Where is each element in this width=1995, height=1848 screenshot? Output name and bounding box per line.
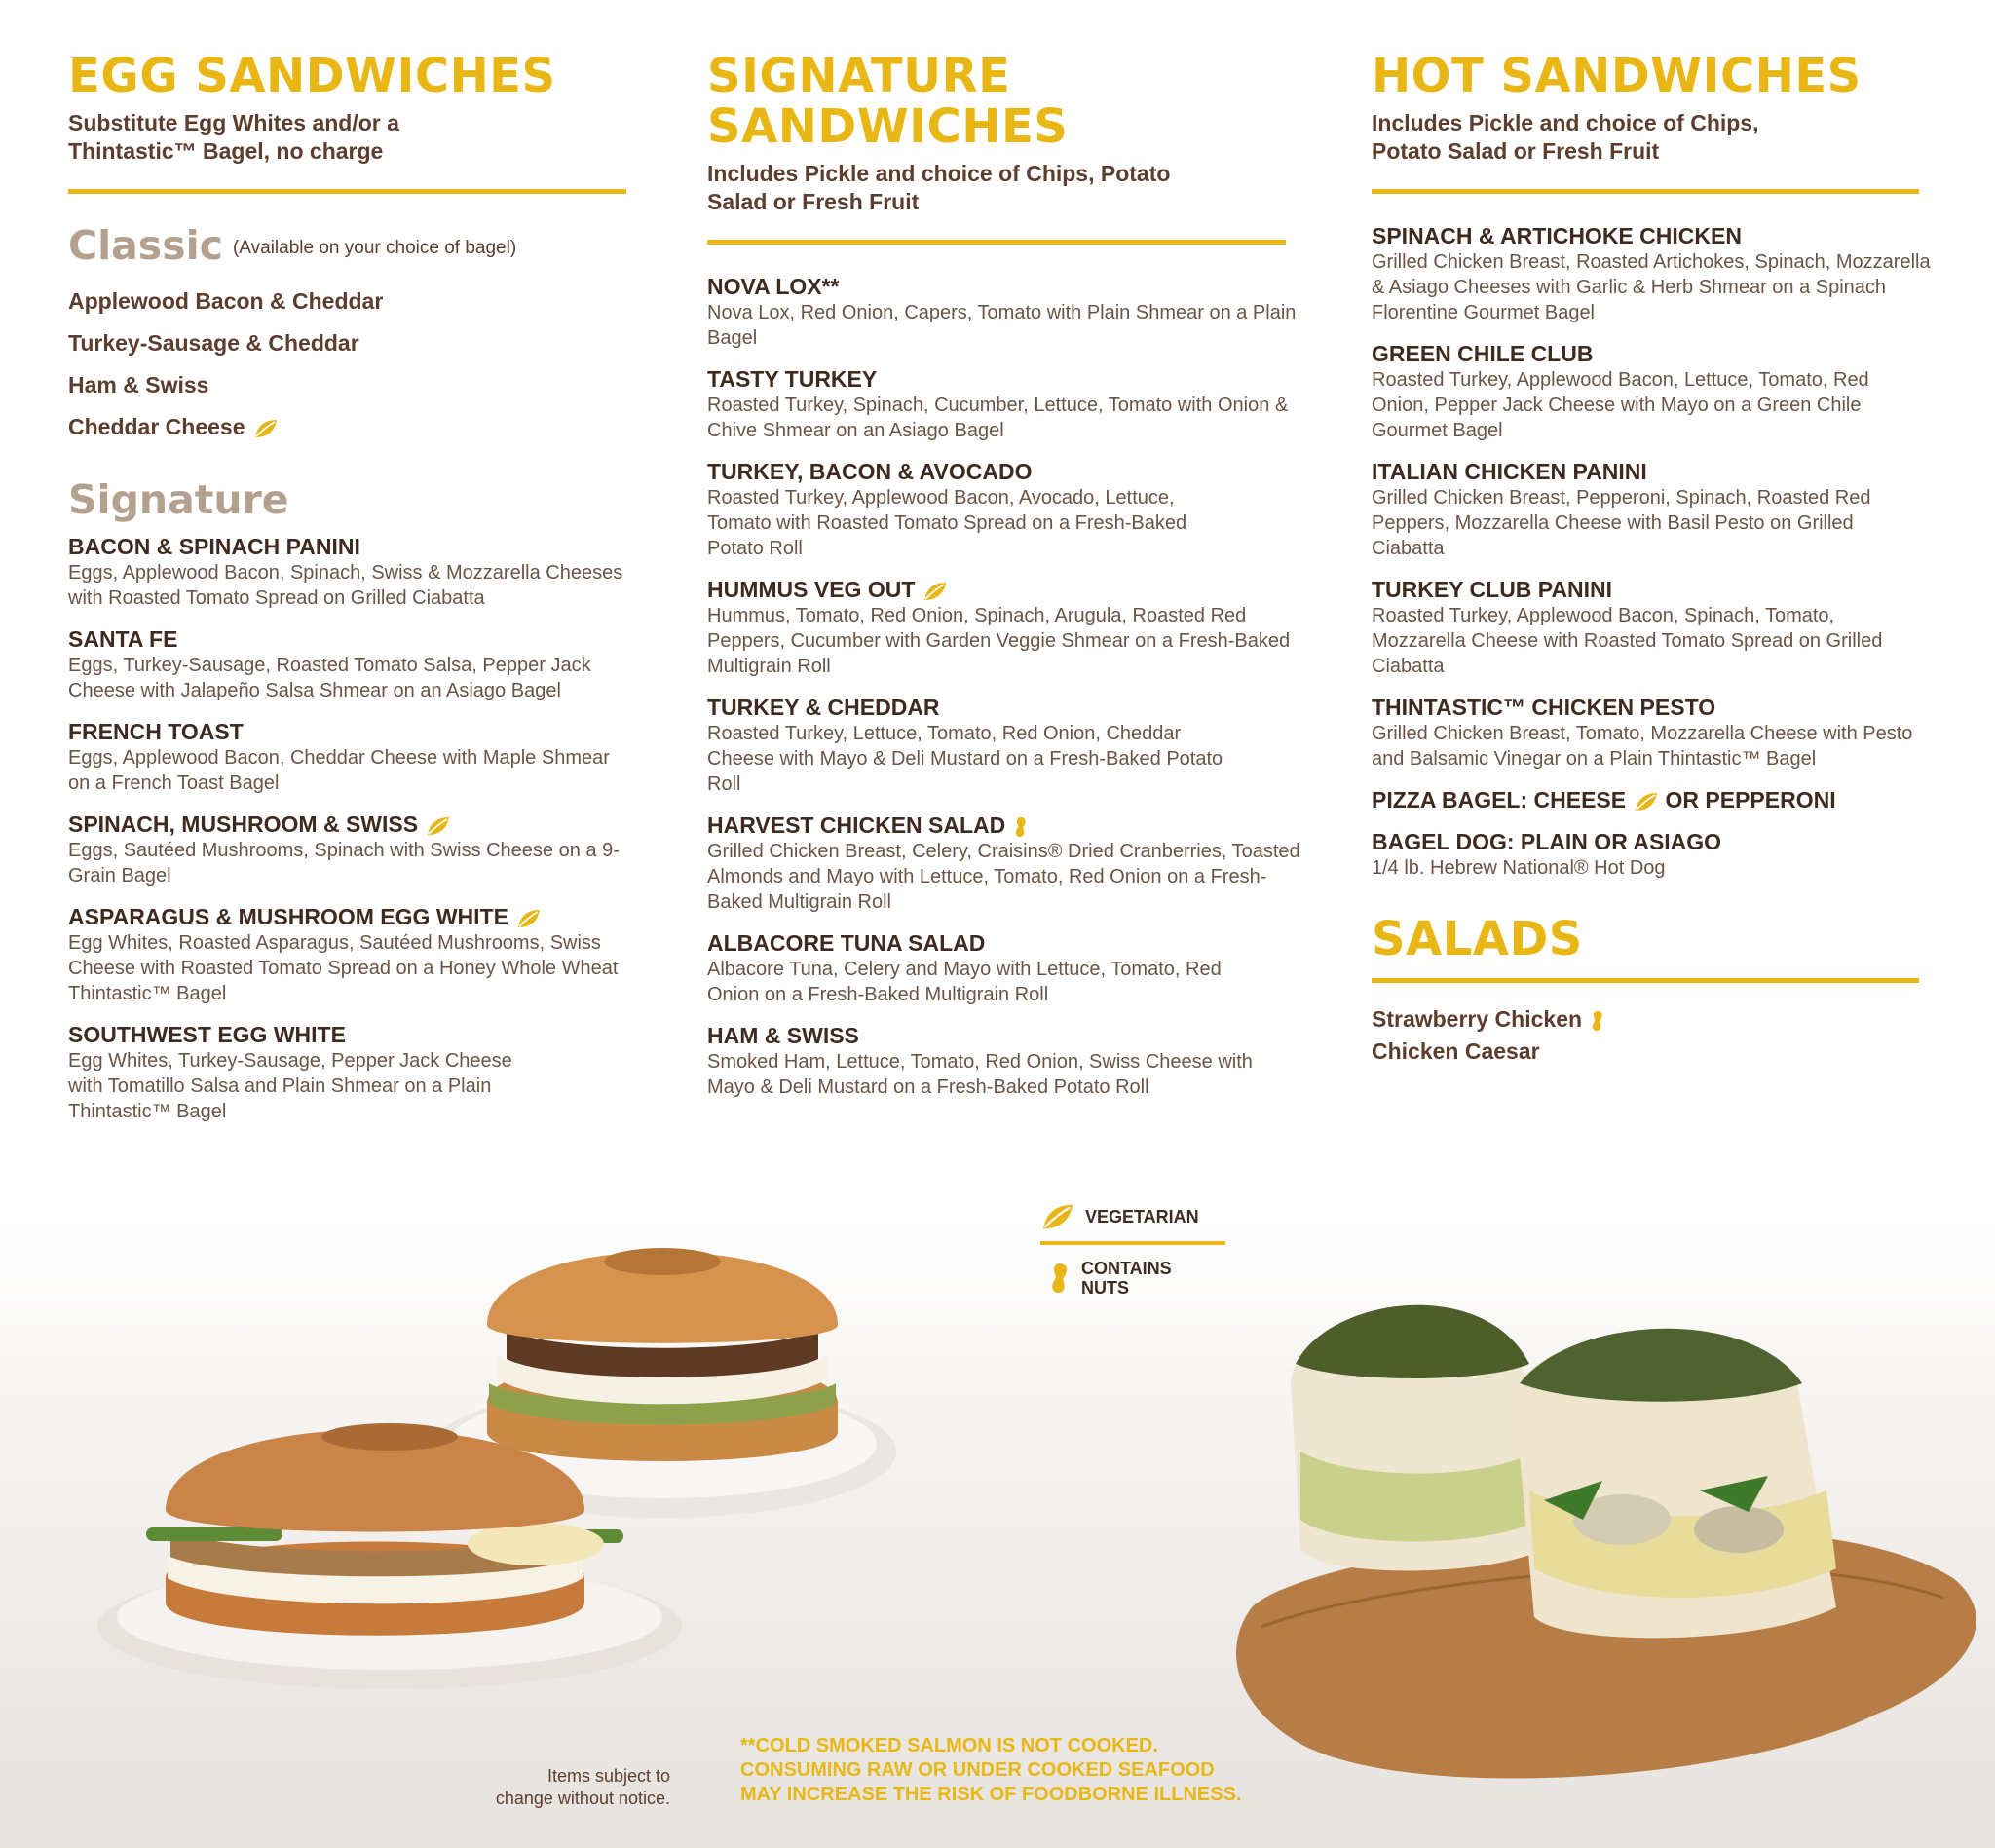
menu-item: TURKEY & CHEDDAR Roasted Turkey, Lettuce, Tomato, Red Onion, Cheddar Cheese with Mayo & Deli Mustard on a Fresh-Baked Potato Roll bbox=[707, 695, 1223, 795]
contains-nuts-icon bbox=[1013, 815, 1029, 839]
menu-item: HARVEST CHICKEN SALAD Grilled Chicken Breast, Celery, Craisins® Dried Cranberries, Toasted Almonds and Mayo with Lettuce, Tomato, Red Onion on a Fresh-Baked Multigrain Roll bbox=[707, 812, 1300, 913]
classic-heading: Classic (Available on your choice of bagel) bbox=[68, 222, 517, 269]
vegetarian-leaf-icon bbox=[1634, 791, 1659, 812]
menu-item-pizza-bagel: PIZZA BAGEL: CHEESE OR PEPPERONI bbox=[1372, 787, 1836, 812]
signature-egg-heading: Signature bbox=[68, 476, 289, 523]
section-divider bbox=[707, 240, 1286, 245]
contains-nuts-icon bbox=[1590, 1009, 1605, 1033]
legend-contains-nuts: CONTAINS NUTS bbox=[1040, 1259, 1225, 1298]
menu-item-turkey-sausage-cheddar: Turkey-Sausage & Cheddar bbox=[68, 330, 359, 356]
menu-item-bagel-dog: BAGEL DOG: PLAIN OR ASIAGO 1/4 lb. Hebrew National® Hot Dog bbox=[1372, 829, 1722, 879]
menu-item: SPINACH, MUSHROOM & SWISS Eggs, Sautéed Mushrooms, Spinach with Swiss Cheese on a 9-Grain Bagel bbox=[68, 811, 620, 886]
menu-item: TASTY TURKEY Roasted Turkey, Spinach, Cucumber, Lettuce, Tomato with Onion & Chive Shmear on an Asiago Bagel bbox=[707, 366, 1289, 441]
hot-sandwiches-title: HOT SANDWICHES bbox=[1372, 49, 1862, 103]
menu-item: FRENCH TOAST Eggs, Applewood Bacon, Cheddar Cheese with Maple Shmear on a French Toast Bagel bbox=[68, 719, 610, 794]
egg-sandwiches-title: EGG SANDWICHES bbox=[68, 49, 556, 103]
menu-item: GREEN CHILE CLUB Roasted Turkey, Applewood Bacon, Lettuce, Tomato, Red Onion, Pepper Jack Cheese with Mayo on a Green Chile Gourmet Bagel bbox=[1372, 341, 1869, 441]
menu-item-chicken-caesar: Chicken Caesar bbox=[1372, 1038, 1540, 1064]
menu-item: THINTASTIC™ CHICKEN PESTO Grilled Chicken Breast, Tomato, Mozzarella Cheese with Pesto and Balsamic Vinegar on a Plain Thintastic™ Bagel bbox=[1372, 695, 1913, 770]
vegetarian-leaf-icon bbox=[253, 418, 279, 439]
menu-item: SPINACH & ARTICHOKE CHICKEN Grilled Chicken Breast, Roasted Artichokes, Spinach, Mozzarella & Asiago Cheeses with Garlic & Herb Shmear on a Spinach Florentine Gourmet Bagel bbox=[1372, 223, 1931, 323]
menu-item: BACON & SPINACH PANINI Eggs, Applewood Bacon, Spinach, Swiss & Mozzarella Cheeses with Roasted Tomato Spread on Grilled Ciabatta bbox=[68, 534, 623, 609]
menu-item-ham-swiss-classic: Ham & Swiss bbox=[68, 372, 209, 397]
hot-sandwiches-column bbox=[1372, 51, 1937, 1065]
spinach-artichoke-chicken-sandwich-photo bbox=[1193, 1257, 1995, 1802]
menu-item: ASPARAGUS & MUSHROOM EGG WHITE Egg Whites, Roasted Asparagus, Sautéed Mushrooms, Swiss Cheese with Roasted Tomato Spread on a Honey Whole Wheat Thintastic™ Bagel bbox=[68, 904, 619, 1004]
menu-item: TURKEY, BACON & AVOCADO Roasted Turkey, Applewood Bacon, Avocado, Lettuce, Tomato with Roasted Tomato Spread on a Fresh-Baked Potato Roll bbox=[707, 459, 1187, 559]
menu-item-strawberry-chicken: Strawberry Chicken bbox=[1372, 1006, 1937, 1033]
menu-item-cheddar-cheese: Cheddar Cheese bbox=[68, 414, 633, 440]
menu-item: SANTA FE Eggs, Turkey-Sausage, Roasted Tomato Salsa, Pepper Jack Cheese with Jalapeño Salsa Shmear on an Asiago Bagel bbox=[68, 626, 591, 701]
seafood-warning: **COLD SMOKED SALMON IS NOT COOKED. CONSUMING RAW OR UNDER COOKED SEAFOOD MAY INCREASE THE RISK OF FOODBORNE ILLNESS. bbox=[740, 1735, 1242, 1805]
section-divider bbox=[1372, 189, 1919, 194]
classic-note: (Available on your choice of bagel) bbox=[232, 238, 517, 258]
vegetarian-leaf-icon bbox=[426, 815, 451, 837]
salads-title: SALADS bbox=[1372, 912, 1583, 966]
vegetarian-leaf-icon bbox=[1040, 1202, 1075, 1231]
hot-sandwiches-subtitle: Includes Pickle and choice of Chips, Potato Salad or Fresh Fruit bbox=[1372, 110, 1759, 164]
menu-item: ITALIAN CHICKEN PANINI Grilled Chicken Breast, Pepperoni, Spinach, Roasted Red Peppers, Mozzarella Cheese with Basil Pesto on Grilled Ciabatta bbox=[1372, 459, 1871, 559]
disclaimer-text: Items subject to change without notice. bbox=[495, 1766, 670, 1808]
vegetarian-leaf-icon bbox=[922, 581, 948, 602]
menu-item: SOUTHWEST EGG WHITE Egg Whites, Turkey-Sausage, Pepper Jack Cheese with Tomatillo Salsa and Plain Shmear on a Plain Thintastic™ Bagel bbox=[68, 1022, 512, 1122]
legend-vegetarian: VEGETARIAN bbox=[1040, 1202, 1225, 1231]
contains-nuts-icon bbox=[1048, 1261, 1072, 1296]
egg-sandwiches-subtitle: Substitute Egg Whites and/or a Thintastic™ Bagel, no charge bbox=[68, 110, 399, 164]
legend-divider bbox=[1040, 1241, 1225, 1245]
menu-item-applewood-bacon-cheddar: Applewood Bacon & Cheddar bbox=[68, 288, 384, 314]
asparagus-mushroom-bagel-photo bbox=[78, 1383, 682, 1695]
egg-sandwiches-column bbox=[68, 51, 633, 1140]
menu-item: ALBACORE TUNA SALAD Albacore Tuna, Celery and Mayo with Lettuce, Tomato, Red Onion on a Fresh-Baked Multigrain Roll bbox=[707, 930, 1222, 1005]
signature-sandwiches-column bbox=[707, 51, 1301, 1115]
menu-item: HUMMUS VEG OUT Hummus, Tomato, Red Onion, Spinach, Arugula, Roasted Red Peppers, Cucumber with Garden Veggie Shmear on a Fresh-Baked Multigrain Roll bbox=[707, 577, 1291, 677]
section-divider bbox=[1372, 978, 1919, 983]
menu-item: TURKEY CLUB PANINI Roasted Turkey, Applewood Bacon, Spinach, Tomato, Mozzarella Cheese with Roasted Tomato Spread on Grilled Ciabatta bbox=[1372, 577, 1883, 677]
menu-item: NOVA LOX** Nova Lox, Red Onion, Capers, Tomato with Plain Shmear on a Plain Bagel bbox=[707, 274, 1297, 349]
menu-item: HAM & SWISS Smoked Ham, Lettuce, Tomato, Red Onion, Swiss Cheese with Mayo & Deli Mustard on a Fresh-Baked Potato Roll bbox=[707, 1023, 1253, 1098]
signature-sandwiches-title: SIGNATURE SANDWICHES bbox=[707, 49, 1069, 154]
section-divider bbox=[68, 189, 626, 194]
signature-sandwiches-subtitle: Includes Pickle and choice of Chips, Potato Salad or Fresh Fruit bbox=[707, 161, 1171, 214]
vegetarian-leaf-icon bbox=[516, 908, 542, 929]
